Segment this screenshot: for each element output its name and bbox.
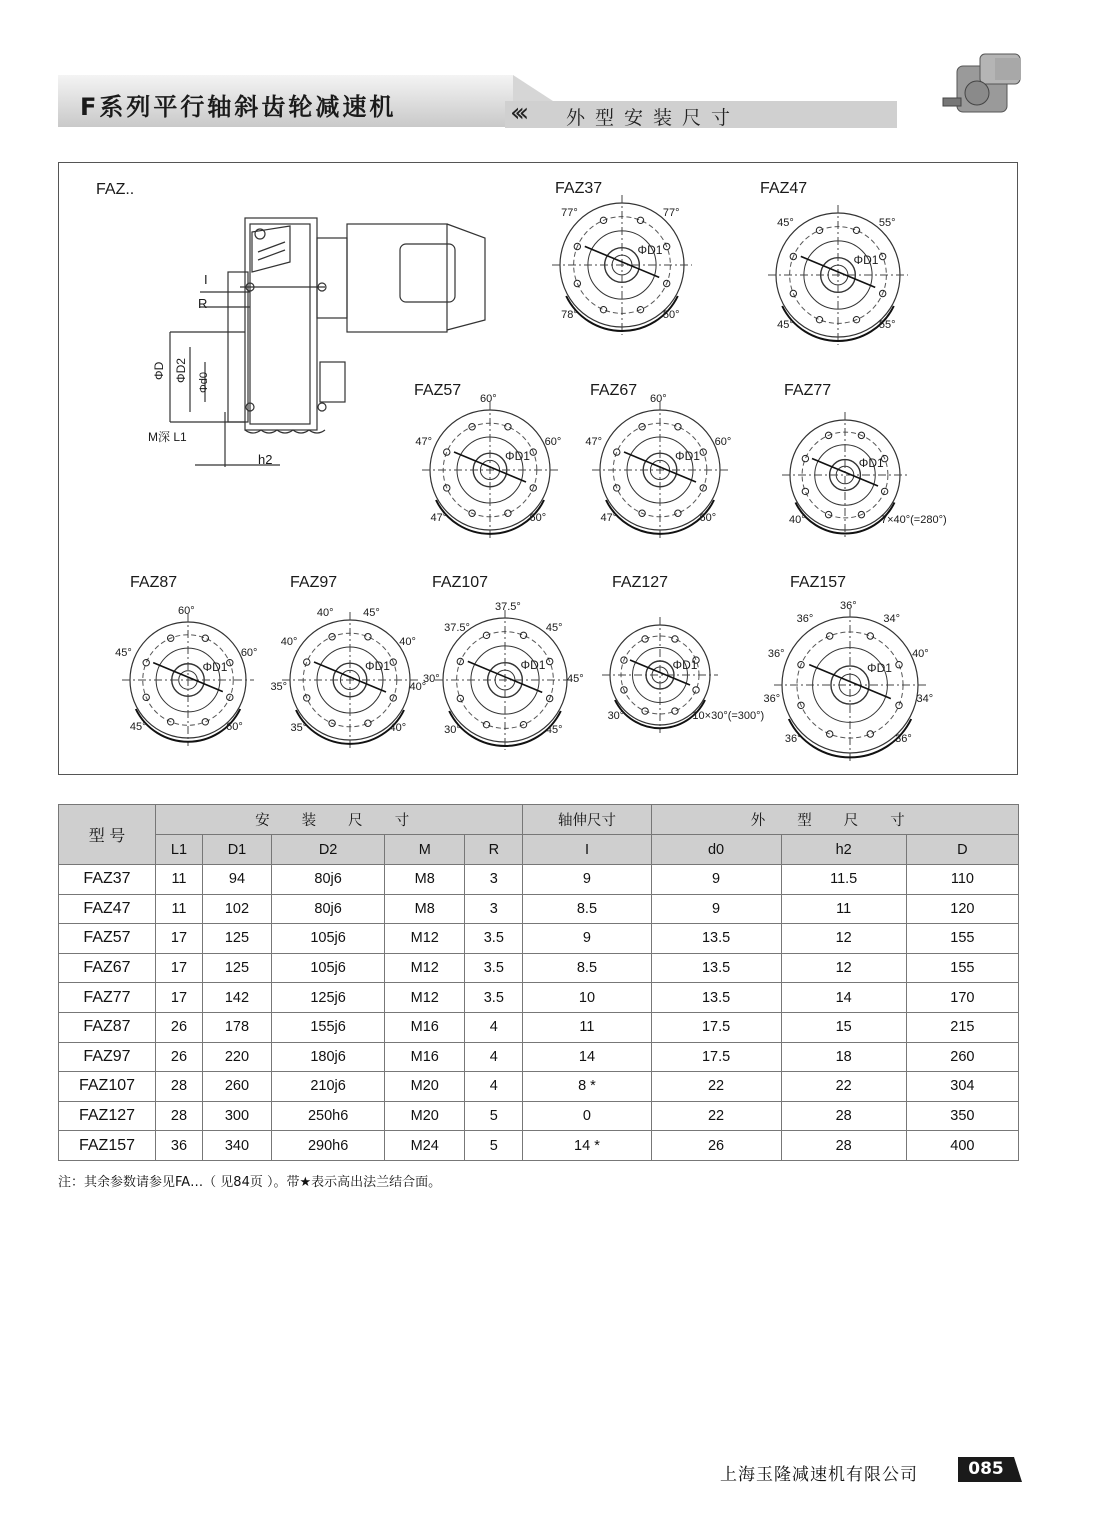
flange-model-label: FAZ67: [590, 382, 638, 399]
flange-model-label: FAZ87: [130, 574, 178, 591]
col-r: R: [465, 835, 523, 865]
flange-angle-label: 50°: [662, 308, 680, 321]
model-cell: FAZ67: [59, 953, 156, 983]
flange-angle-label: 7×40°(=280°): [880, 513, 947, 526]
flange-drawing: [582, 392, 738, 548]
table-cell: 3.5: [465, 953, 523, 983]
table-row: [59, 983, 1019, 1013]
col-d1: D1: [202, 835, 271, 865]
table-row: [59, 953, 1019, 983]
col-d0: d0: [651, 835, 781, 865]
table-cell: 125: [202, 953, 271, 983]
flange-angle-label: 45°: [545, 723, 563, 736]
flange-angle-label: 60°: [699, 512, 717, 525]
table-cell: 102: [202, 894, 271, 924]
main-drawing-label: FAZ..: [96, 181, 135, 198]
flange-angle-label: 60°: [529, 512, 547, 525]
table-cell: 4: [465, 1012, 523, 1042]
flange-angle-label: 36°: [895, 733, 912, 746]
col-i: I: [523, 835, 651, 865]
flange-angle-label: 40°: [389, 722, 407, 735]
flange-model-label: FAZ107: [432, 574, 489, 591]
table-cell: 12: [781, 953, 906, 983]
table-cell: M20: [385, 1101, 465, 1131]
flange-angle-label: 36°: [763, 693, 781, 706]
table-cell: 94: [202, 865, 271, 895]
table-cell: 13.5: [651, 953, 781, 983]
table-cell: 105j6: [271, 953, 384, 983]
table-cell: 22: [651, 1101, 781, 1131]
dim-label-i: I: [204, 272, 208, 287]
table-cell: 9: [651, 865, 781, 895]
table-cell: 3: [465, 865, 523, 895]
model-cell: FAZ97: [59, 1042, 156, 1072]
table-cell: 28: [781, 1101, 906, 1131]
table-cell: 178: [202, 1012, 271, 1042]
table-cell: 28: [156, 1101, 203, 1131]
col-d: D: [906, 835, 1018, 865]
flange-model-label: FAZ57: [414, 382, 462, 399]
table-row: [59, 1101, 1019, 1131]
flange-angle-label: 35°: [290, 722, 308, 735]
flange-angle-label: 36°: [796, 613, 814, 626]
table-cell: 304: [906, 1072, 1018, 1102]
table-cell: 155j6: [271, 1012, 384, 1042]
table-cell: M12: [385, 924, 465, 954]
table-cell: 105j6: [271, 924, 384, 954]
flange-angle-label: 47°: [415, 436, 432, 449]
flange-drawing: [112, 604, 264, 756]
model-cell: FAZ57: [59, 924, 156, 954]
flange-drawing: [592, 607, 728, 743]
flange-angle-label: 34°: [916, 693, 934, 706]
table-cell: 12: [781, 924, 906, 954]
table-cell: 18: [781, 1042, 906, 1072]
flange-d1-label: ΦD1: [858, 455, 884, 470]
table-cell: 5: [465, 1131, 523, 1161]
flange-d1-label: ΦD1: [202, 659, 228, 674]
table-cell: M12: [385, 983, 465, 1013]
header-model: 型 号: [59, 805, 156, 865]
flange-angle-label: 47°: [430, 512, 448, 525]
flange-angle-label: 10×30°(=300°): [692, 710, 765, 723]
table-cell: 8.5: [523, 894, 651, 924]
table-row: [59, 924, 1019, 954]
table-cell: 210j6: [271, 1072, 384, 1102]
header-install: 安 装 尺 寸: [156, 805, 523, 835]
flange-angle-label: 45°: [777, 318, 794, 331]
table-cell: 155: [906, 953, 1018, 983]
table-cell: 125j6: [271, 983, 384, 1013]
col-m: M: [385, 835, 465, 865]
table-cell: 9: [651, 894, 781, 924]
table-cell: 220: [202, 1042, 271, 1072]
model-cell: FAZ127: [59, 1101, 156, 1131]
flange-angle-label: 45°: [129, 721, 147, 734]
table-cell: 142: [202, 983, 271, 1013]
table-cell: 14: [523, 1042, 651, 1072]
col-l1: L1: [156, 835, 203, 865]
table-row: [59, 1131, 1019, 1161]
flange-angle-label: 30°: [444, 723, 461, 736]
dim-label-d0: Φd0: [198, 371, 210, 393]
flange-angle-label: 60°: [240, 646, 258, 659]
table-cell: 11.5: [781, 865, 906, 895]
footnote: 注：其余参数请参见FA…（ 见84页 ）。带★表示高出法兰结合面。: [58, 1175, 442, 1190]
table-cell: 170: [906, 983, 1018, 1013]
flange-d1-label: ΦD1: [672, 657, 698, 672]
dimension-table: [58, 804, 1019, 1161]
table-cell: 215: [906, 1012, 1018, 1042]
table-cell: 5: [465, 1101, 523, 1131]
flange-model-label: FAZ157: [790, 574, 847, 591]
company-name: 上海玉隆减速机有限公司: [720, 1465, 918, 1485]
flange-drawing: [764, 599, 936, 771]
table-cell: 260: [202, 1072, 271, 1102]
flange-angle-label: 30°: [423, 673, 440, 685]
table-cell: 300: [202, 1101, 271, 1131]
flange-model-label: FAZ97: [290, 574, 338, 591]
table-cell: 3.5: [465, 983, 523, 1013]
flange-angle-label: 36°: [784, 733, 802, 746]
page-subtitle: 外型安装尺寸: [566, 107, 741, 129]
flange-angle-label: 55°: [878, 217, 896, 230]
table-row: [59, 1042, 1019, 1072]
table-row: [59, 865, 1019, 895]
table-cell: 17: [156, 953, 203, 983]
flange-angle-label: 40°: [399, 635, 416, 648]
header-shaft: 轴伸尺寸: [523, 805, 651, 835]
dim-label-m-l1: M深 L1: [148, 430, 187, 444]
flange-angle-label: 30°: [607, 710, 625, 723]
table-cell: 14 *: [523, 1131, 651, 1161]
table-cell: 26: [651, 1131, 781, 1161]
table-cell: M16: [385, 1042, 465, 1072]
table-cell: 26: [156, 1042, 203, 1072]
table-cell: 11: [156, 894, 203, 924]
table-cell: 4: [465, 1042, 523, 1072]
flange-angle-label: 60°: [226, 721, 243, 734]
chevron-icon: ‹‹‹: [510, 98, 524, 128]
table-cell: 28: [156, 1072, 203, 1102]
table-row: [59, 1012, 1019, 1042]
table-cell: 8 *: [523, 1072, 651, 1102]
model-cell: FAZ77: [59, 983, 156, 1013]
table-cell: M24: [385, 1131, 465, 1161]
flange-drawing: [272, 602, 428, 758]
dim-label-r: R: [198, 296, 208, 311]
dim-label-d: ΦD: [152, 361, 166, 380]
model-cell: FAZ87: [59, 1012, 156, 1042]
flange-drawing: [772, 402, 918, 548]
flange-d1-label: ΦD1: [867, 661, 892, 676]
flange-angle-label: 40°: [280, 635, 298, 648]
table-cell: M16: [385, 1012, 465, 1042]
model-cell: FAZ157: [59, 1131, 156, 1161]
flange-angle-label: 78°: [561, 308, 578, 321]
table-cell: 17.5: [651, 1012, 781, 1042]
table-cell: 180j6: [271, 1042, 384, 1072]
flange-angle-label: 47°: [600, 512, 618, 525]
flange-angle-label: 35°: [270, 680, 288, 693]
page-number: 085: [958, 1457, 1014, 1482]
table-cell: 155: [906, 924, 1018, 954]
table-cell: 10: [523, 983, 651, 1013]
flange-model-label: FAZ47: [760, 180, 808, 197]
flange-angle-label: 60°: [714, 436, 732, 449]
flange-angle-label: 77°: [662, 207, 680, 220]
table-cell: 400: [906, 1131, 1018, 1161]
table-cell: 15: [781, 1012, 906, 1042]
model-cell: FAZ107: [59, 1072, 156, 1102]
table-cell: 340: [202, 1131, 271, 1161]
flange-d1-label: ΦD1: [853, 253, 879, 268]
flange-angle-label: 45°: [777, 217, 794, 230]
table-cell: 260: [906, 1042, 1018, 1072]
flange-angle-label: 55°: [878, 318, 896, 331]
table-cell: 110: [906, 865, 1018, 895]
table-cell: 4: [465, 1072, 523, 1102]
table-cell: 14: [781, 983, 906, 1013]
table-cell: 28: [781, 1131, 906, 1161]
flange-angle-label: 45°: [363, 606, 380, 619]
dim-label-h2: h2: [258, 452, 273, 467]
flange-angle-label: 60°: [480, 393, 497, 405]
table-cell: 80j6: [271, 865, 384, 895]
table-cell: 250h6: [271, 1101, 384, 1131]
page-title: F系列平行轴斜齿轮减速机: [80, 93, 397, 121]
flange-angle-label: 40°: [789, 513, 806, 526]
flange-angle-label: 36°: [840, 600, 857, 612]
table-cell: 11: [156, 865, 203, 895]
flange-model-label: FAZ77: [784, 382, 832, 399]
table-cell: 9: [523, 865, 651, 895]
table-cell: 36: [156, 1131, 203, 1161]
table-cell: M8: [385, 894, 465, 924]
flange-angle-label: 47°: [585, 436, 602, 449]
table-cell: M20: [385, 1072, 465, 1102]
table-cell: 290h6: [271, 1131, 384, 1161]
flange-angle-label: 40°: [316, 606, 334, 619]
flange-angle-label: 77°: [561, 207, 578, 220]
table-cell: 80j6: [271, 894, 384, 924]
table-cell: 13.5: [651, 924, 781, 954]
flange-angle-label: 37.5°: [444, 622, 470, 635]
table-cell: 17: [156, 924, 203, 954]
flange-angle-label: 45°: [545, 622, 563, 635]
gear-motor-icon: [935, 48, 1025, 128]
flange-d1-label: ΦD1: [520, 658, 546, 673]
table-cell: 26: [156, 1012, 203, 1042]
model-cell: FAZ37: [59, 865, 156, 895]
col-h2: h2: [781, 835, 906, 865]
flange-model-label: FAZ127: [612, 574, 669, 591]
flange-d1-label: ΦD1: [365, 659, 390, 673]
flange-angle-label: 40°: [912, 648, 929, 661]
table-row: [59, 1072, 1019, 1102]
flange-angle-label: 60°: [544, 436, 562, 449]
table-cell: 3: [465, 894, 523, 924]
table-cell: M8: [385, 865, 465, 895]
flange-angle-label: 60°: [650, 393, 667, 405]
flange-angle-label: 36°: [767, 648, 785, 661]
flange-angle-label: 40°: [409, 680, 427, 693]
flange-model-label: FAZ37: [555, 180, 603, 197]
flange-d1-label: ΦD1: [637, 243, 663, 258]
flange-angle-label: 34°: [883, 613, 900, 626]
table-cell: M12: [385, 953, 465, 983]
header-outline: 外 型 尺 寸: [651, 805, 1018, 835]
table-cell: 11: [523, 1012, 651, 1042]
flange-angle-label: 60°: [178, 605, 195, 617]
table-cell: 13.5: [651, 983, 781, 1013]
model-cell: FAZ47: [59, 894, 156, 924]
table-cell: 120: [906, 894, 1018, 924]
col-d2: D2: [271, 835, 384, 865]
table-cell: 0: [523, 1101, 651, 1131]
table-cell: 22: [781, 1072, 906, 1102]
flange-angle-label: 45°: [115, 646, 132, 659]
table-row: [59, 894, 1019, 924]
flange-d1-label: ΦD1: [505, 449, 530, 463]
flange-d1-label: ΦD1: [675, 449, 700, 463]
dim-label-d2: ΦD2: [174, 358, 188, 383]
table-cell: 22: [651, 1072, 781, 1102]
flange-angle-label: 45°: [567, 673, 584, 685]
table-cell: 17: [156, 983, 203, 1013]
table-cell: 9: [523, 924, 651, 954]
flange-drawing: [412, 392, 568, 548]
table-cell: 17.5: [651, 1042, 781, 1072]
table-cell: 11: [781, 894, 906, 924]
table-cell: 125: [202, 924, 271, 954]
table-cell: 8.5: [523, 953, 651, 983]
table-cell: 3.5: [465, 924, 523, 954]
table-cell: 350: [906, 1101, 1018, 1131]
flange-angle-label: 37.5°: [495, 601, 521, 613]
